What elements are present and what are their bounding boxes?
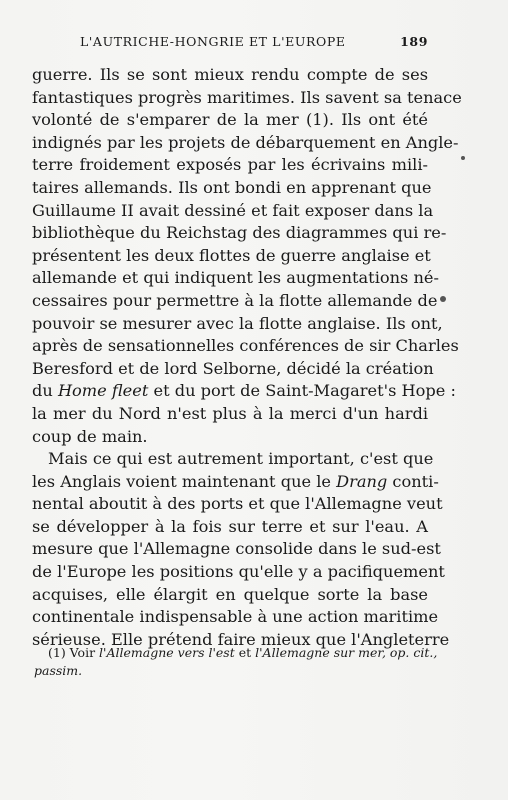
footnote — [34, 644, 438, 680]
footnote-line — [48, 644, 438, 662]
text-fragment: conti- — [387, 471, 439, 491]
text-line: se développer à la fois sur terre et sur l'eau. A — [32, 516, 428, 536]
text-line: bibliothèque du Reichstag des diagrammes qui re- — [32, 223, 447, 243]
page-number: 189 — [400, 34, 428, 49]
text-line: Beresford et de lord Selborne, décidé la création — [32, 358, 434, 378]
text-line: Guillaume II avait dessiné et fait exposer dans la — [32, 200, 434, 220]
text-line-with-italic — [32, 380, 456, 403]
text-line: pouvoir se mesurer avec la flotte anglaise. Ils ont, — [32, 313, 443, 333]
ink-speck — [440, 296, 446, 302]
text-line: présentent les deux flottes de guerre anglaise et — [32, 245, 431, 265]
text-line: la mer du Nord n'est plus à la merci d'un hardi — [32, 403, 428, 423]
text-line: guerre. Ils se sont mieux rendu compte de ses — [32, 65, 428, 84]
text-line: nental aboutit à des ports et que l'Allemagne veut — [32, 494, 443, 514]
footnote-connector: et — [234, 645, 256, 660]
text-line: indignés par les projets de débarquement en Angle- — [32, 132, 459, 152]
text-line: cessaires pour permettre à la flotte allemande de — [32, 290, 438, 310]
text-fragment: du — [32, 381, 58, 401]
text-fragment: les Anglais voient maintenant que le — [32, 471, 337, 491]
text-line: terre froidement exposés par les écrivains mili- — [32, 155, 428, 175]
text-line: de l'Europe les positions qu'elle y a pacifiquement — [32, 562, 445, 582]
text-line-with-italic — [32, 471, 439, 494]
text-line: volonté de s'emparer de la mer (1). Ils ont été — [32, 110, 428, 130]
body-text — [32, 64, 462, 651]
text-line: mesure que l'Allemagne consolide dans le sud-est — [32, 539, 441, 559]
italic-term-home-fleet: Home fleet — [57, 381, 149, 401]
text-line: allemande et qui indiquent les augmentations né- — [32, 268, 439, 288]
footnote-marker: (1) Voir — [48, 645, 100, 660]
text-line: après de sensationnelles conférences de sir Charles — [32, 336, 459, 356]
text-line: acquises, elle élargit en quelque sorte la base — [32, 584, 428, 604]
ink-speck — [461, 156, 465, 160]
footnote-passim: passim. — [34, 663, 83, 678]
italic-term-drang: Drang — [336, 471, 388, 491]
text-fragment: et du port de Saint-Magaret's Hope : — [148, 381, 456, 401]
text-line: continentale indispensable à une action maritime — [32, 607, 439, 627]
text-line: fantastiques progrès maritimes. Ils savent sa tenace — [32, 87, 462, 107]
text-line: taires allemands. Ils ont bondi en apprenant que — [32, 177, 432, 197]
running-header — [34, 34, 428, 54]
running-title: L'AUTRICHE-HONGRIE ET L'EUROPE — [80, 34, 346, 49]
text-line: coup de main. — [32, 426, 148, 446]
text-line-paragraph-start: Mais ce qui est autrement important, c'est que — [48, 449, 434, 469]
text-line: sérieuse. Elle prétend faire mieux que l'Angleterre — [32, 629, 450, 649]
footnote-continuation — [34, 662, 428, 680]
footnote-italic: l'Allemagne vers l'est — [99, 645, 235, 660]
footnote-italic: l'Allemagne sur mer, op. cit., — [255, 645, 438, 660]
